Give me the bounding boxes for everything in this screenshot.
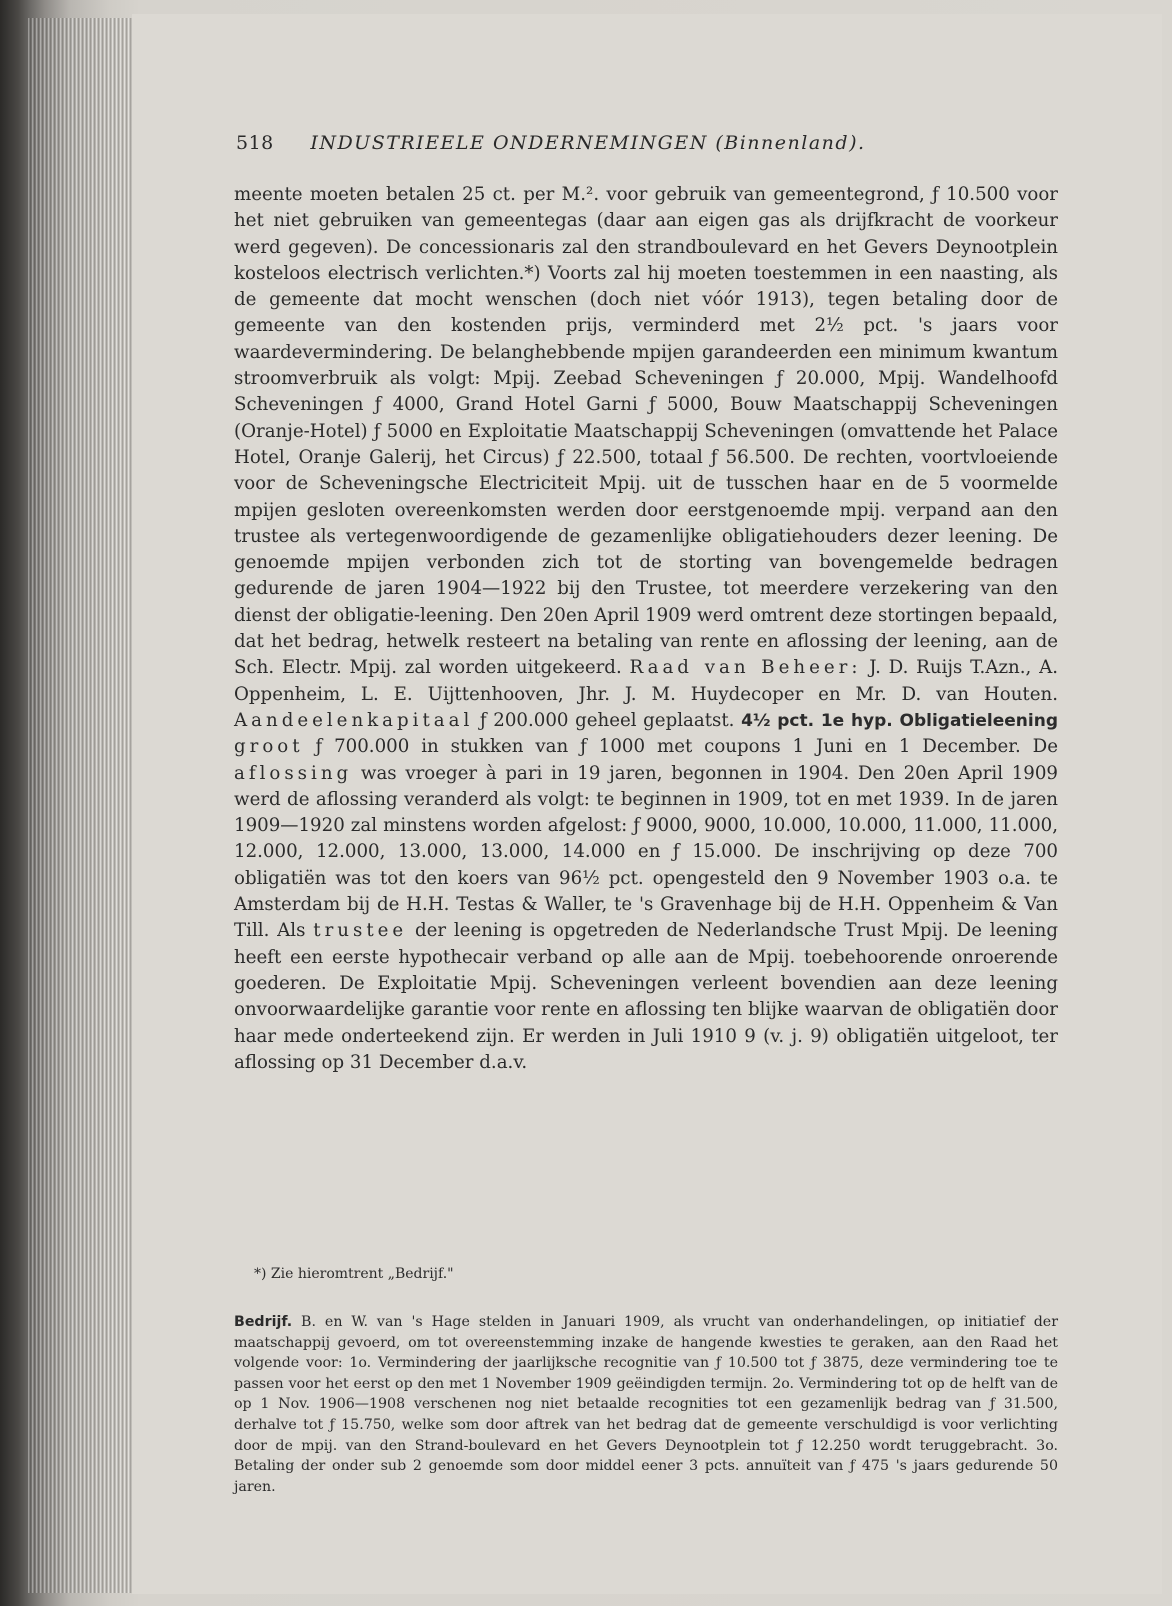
text-part-2: J. D. Ruijs T.Azn., A. Oppenheim, L. E. Uijttenhooven, Jhr. J. M. Huydecoper en Mr. D. van Houten. bbox=[234, 657, 1058, 705]
page-header bbox=[236, 132, 866, 154]
text-part-1: meente moeten betalen 25 ct. per M.². voor gebruik van gemeentegrond, ƒ 10.500 voor het niet gebruiken van gemeentegas (daar aan eigen gas als drijfkracht de voorkeur werd gegeven). De concessionaris zal den strandboulevard en het Gevers Deynootplein kosteloos electrisch verlichten.*) Voorts zal hij moeten toestemmen in een naasting, als de gemeente dat mocht wenschen (doch niet vóór 1913), tegen betaling door de gemeente van den kostenden prijs, verminderd met 2½ pct. 's jaars voor waardevermindering. De belanghebbende mpijen garandeerden een minimum kwantum stroomverbruik als volgt: Mpij. Zeebad Scheveningen ƒ 20.000, Mpij. Wandelhoofd Scheveningen ƒ 4000, Grand Hotel Garni ƒ 5000, Bouw Maatschappij Scheveningen (Oranje-Hotel) ƒ 5000 en Exploitatie Maatschappij Scheveningen (omvattende het Palace Hotel, Oranje Galerij, het Circus) ƒ 22.500, totaal ƒ 56.500. De rechten, voortvloeiende voor de Scheveningsche Electriciteit Mpij. uit de tusschen haar en de 5 voormelde mpijen gesloten overeenkomsten werden door eerstgenoemde mpij. verpand aan den trustee als vertegenwoordigende de gezamenlijke obligatiehouders dezer leening. De genoemde mpijen verbonden zich tot de storting van bovengemelde bedragen gedurende de jaren 1904—1922 bij den Trustee, tot meerdere verzekering van den dienst der obligatie-leening. Den 20en April 1909 werd omtrent deze stortingen bepaald, dat het bedrag, hetwelk resteert na betaling van rente en aflossing der leening, aan de Sch. Electr. Mpij. zal worden uitgekeerd. bbox=[234, 184, 1058, 679]
trustee-label: trustee bbox=[313, 920, 408, 942]
aflossing-label: aflossing bbox=[234, 762, 353, 784]
running-title: INDUSTRIEELE ONDERNEMINGEN (Binnenland). bbox=[310, 132, 866, 154]
bedrijf-section bbox=[234, 1312, 1058, 1497]
bedrijf-paragraph bbox=[234, 1312, 1058, 1497]
obligatie-label: 4½ pct. 1e hyp. Obligatieleening bbox=[741, 710, 1058, 731]
page bbox=[132, 14, 1162, 1594]
main-paragraph bbox=[234, 182, 1058, 1076]
raad-label: Raad van Beheer: bbox=[629, 657, 862, 679]
text-part-3: ƒ 200.000 geheel geplaatst. bbox=[479, 709, 735, 731]
text-part-6: der leening is opgetreden de Nederlandsche Trust Mpij. De leening heeft een eerste hypothecair verband op alle aan de Mpij. toebehoorende onroerende goederen. De Exploitatie Mpij. Scheveningen verleent bovendien aan deze leening onvoorwaardelijke garantie voor rente en aflossing ten blijke waarvan de obligatiën door haar mede onderteekend zijn. Er werden in Juli 1910 9 (v. j. 9) obligatiën uitgeloot, ter aflossing op 31 December d.a.v. bbox=[234, 920, 1058, 1073]
groot-label: groot bbox=[234, 736, 304, 758]
aandeelen-label: Aandeelenkapitaal bbox=[234, 709, 474, 731]
bedrijf-label: Bedrijf. bbox=[234, 1314, 293, 1330]
page-edges bbox=[28, 18, 138, 1593]
footnote: *) Zie hieromtrent „Bedrijf." bbox=[254, 1266, 454, 1282]
bedrijf-text: B. en W. van 's Hage stelden in Januari 1909, als vrucht van onderhandelingen, op initiatief der maatschappij gevoerd, om tot overeenstemming inzake de hangende kwesties te geraken, aan den Raad het volgende voor: 1o. Vermindering der jaarlijksche recognitie van ƒ 10.500 tot ƒ 3875, deze vermindering toe te passen voor het eerst op den met 1 November 1909 geëindigden termijn. 2o. Vermindering tot op de helft van de op 1 Nov. 1906—1908 verschenen nog niet betaalde recognities tot een gezamenlijk bedrag van ƒ 31.500, derhalve tot ƒ 15.750, welke som door aftrek van het bedrag dat de gemeente verschuldigd is voor verlichting door de mpij. van den Strand-boulevard en het Gevers Deynootplein tot ƒ 12.250 wordt teruggebracht. 3o. Betaling der onder sub 2 genoemde som door middel eener 3 pcts. annuïteit van ƒ 475 's jaars gedurende 50 jaren. bbox=[234, 1314, 1058, 1495]
main-text bbox=[234, 182, 1058, 1076]
text-part-5: was vroeger à pari in 19 jaren, begonnen in 1904. Den 20en April 1909 werd de aflossing veranderd als volgt: te beginnen in 1909, tot en met 1939. In de jaren 1909—1920 zal minstens worden afgelost: ƒ 9000, 9000, 10.000, 10.000, 11.000, 11.000, 12.000, 12.000, 13.000, 13.000, 14.000 en ƒ 15.000. De inschrijving op deze 700 obligatiën was tot den koers van 96½ pct. opengesteld den 9 November 1903 o.a. te Amsterdam bij de H.H. Testas & Waller, te 's Gravenhage bij de H.H. Oppenheim & Van Till. Als bbox=[234, 762, 1058, 942]
page-number: 518 bbox=[236, 132, 274, 154]
text-part-4: ƒ 700.000 in stukken van ƒ 1000 met coupons 1 Juni en 1 December. De bbox=[315, 736, 1058, 758]
